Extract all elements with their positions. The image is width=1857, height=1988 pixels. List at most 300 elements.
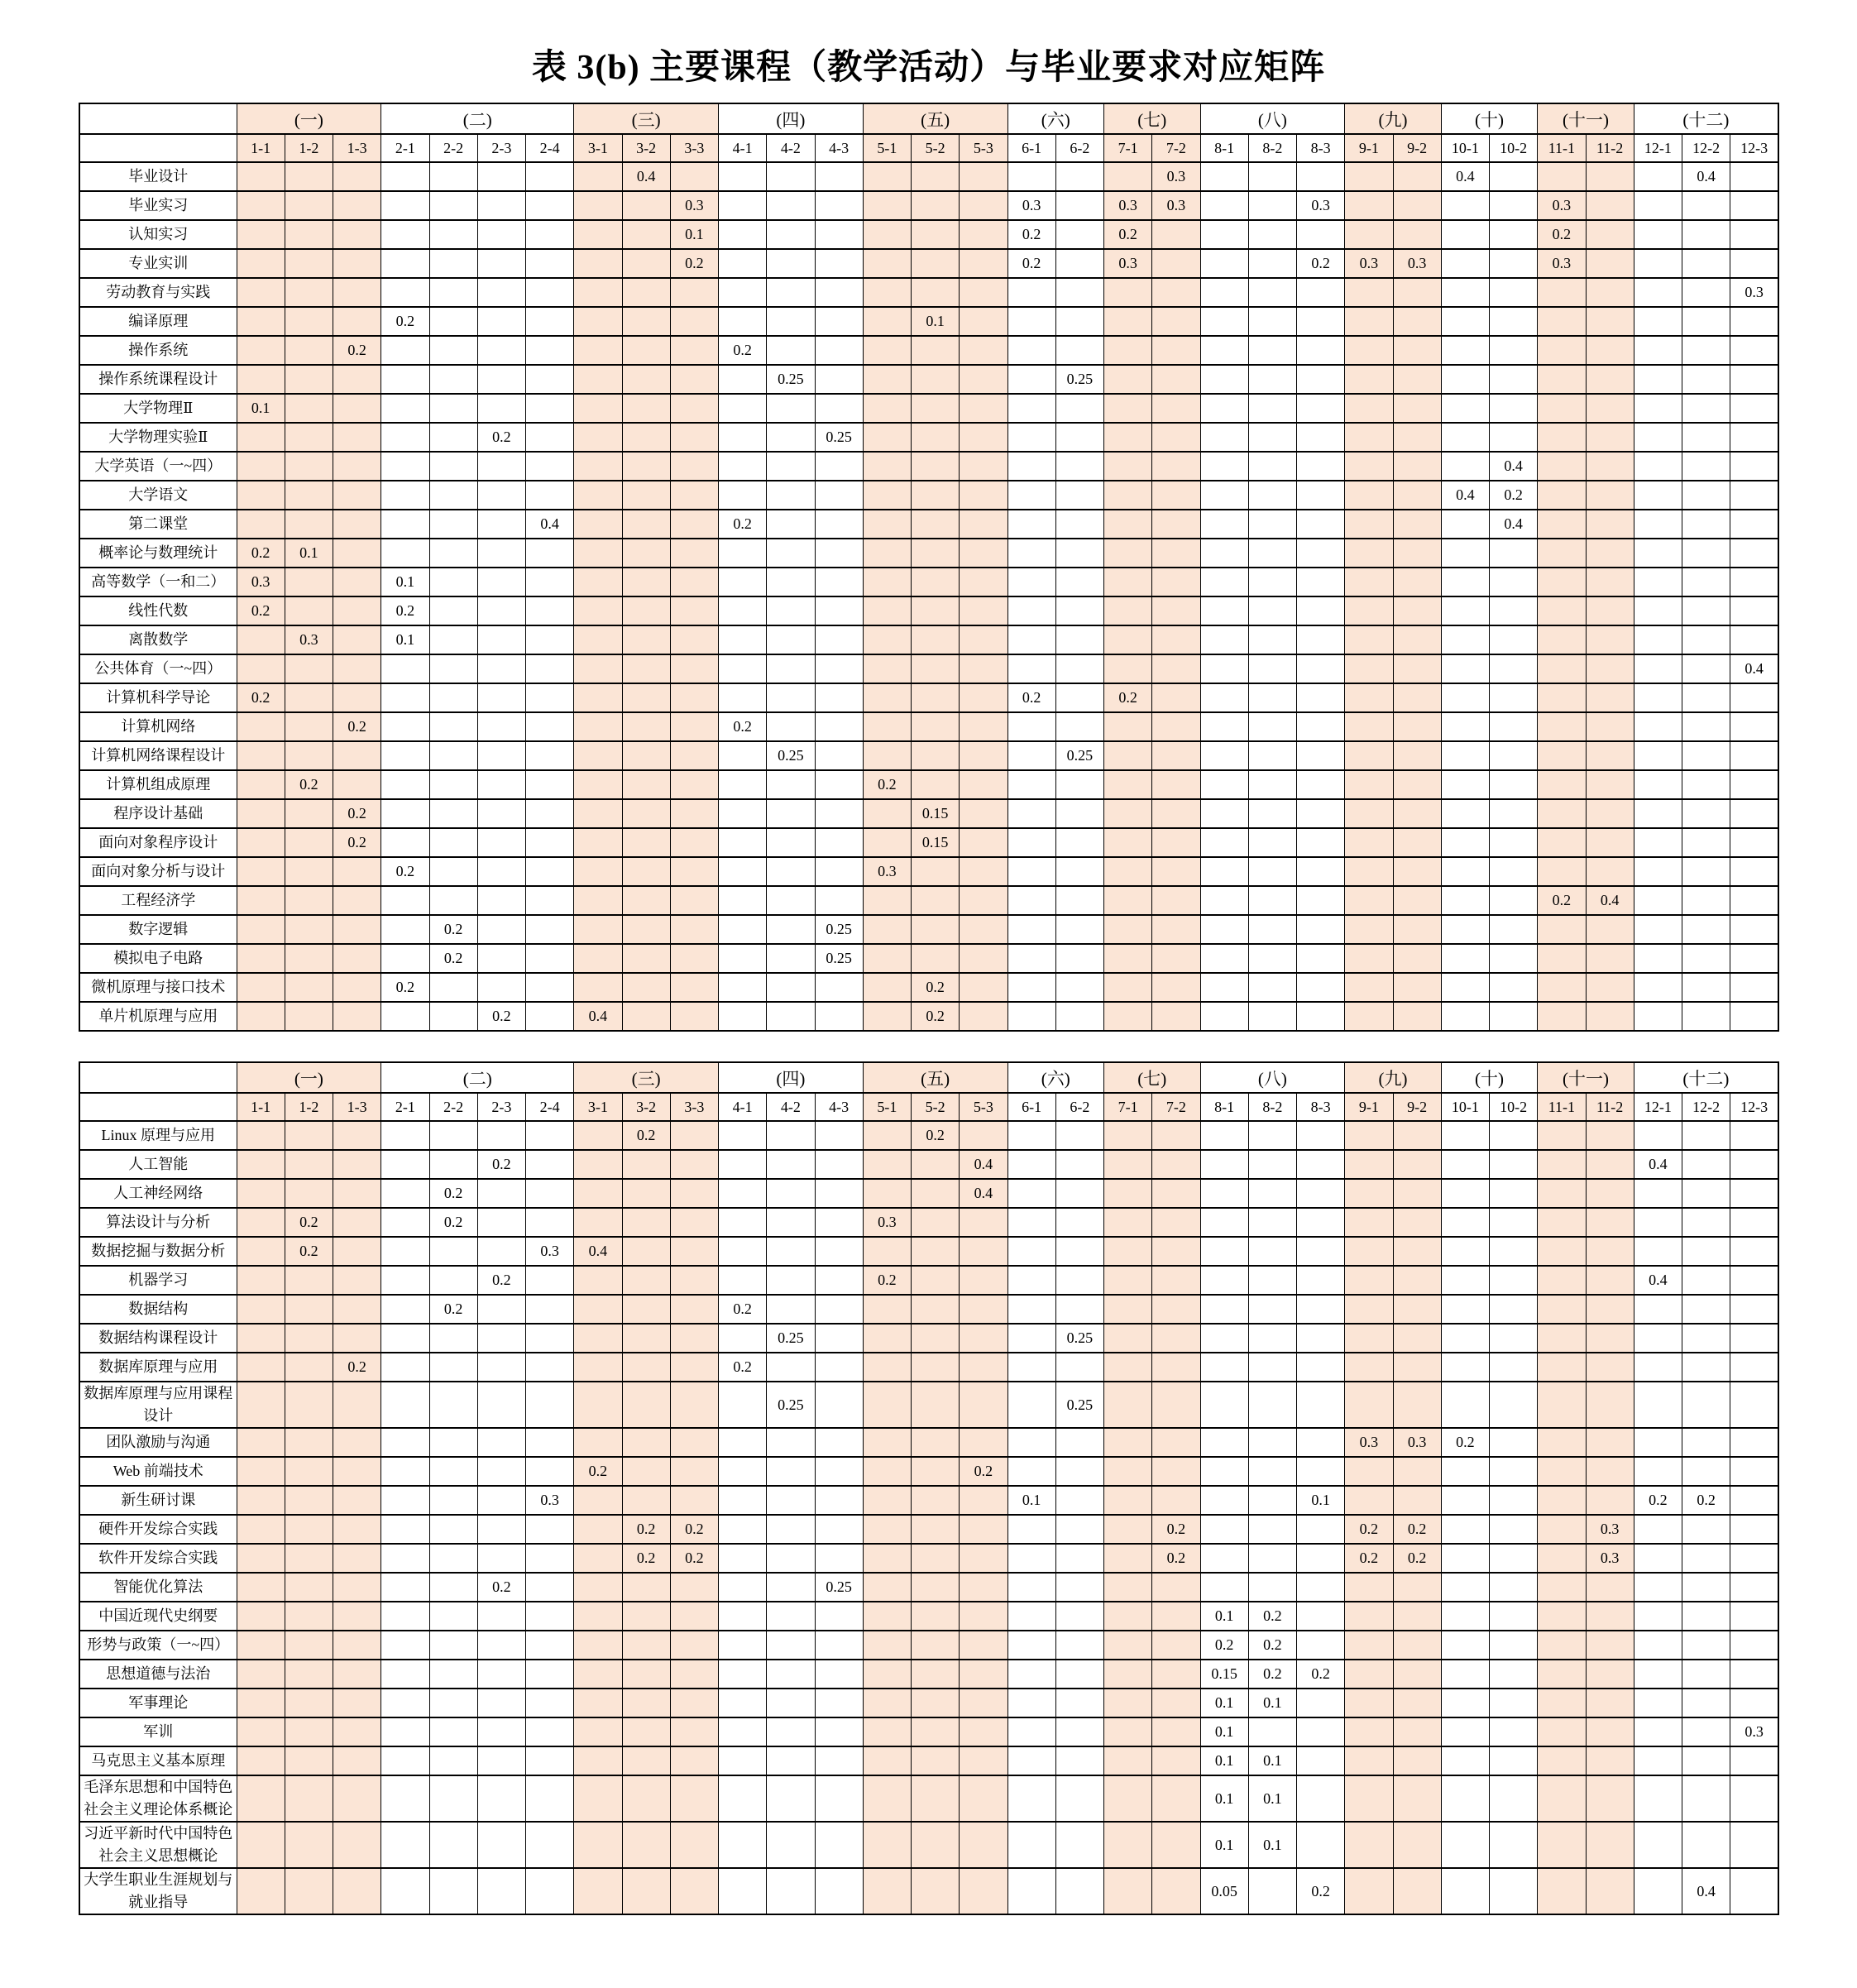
matrix-cell-2-2 bbox=[429, 1602, 477, 1631]
matrix-cell-12-3 bbox=[1730, 1002, 1778, 1031]
matrix-cell-6-2 bbox=[1055, 278, 1103, 307]
matrix-cell-4-2: 0.25 bbox=[767, 1324, 815, 1353]
matrix-cell-5-2 bbox=[912, 683, 960, 712]
matrix-cell-6-2 bbox=[1055, 191, 1103, 220]
matrix-cell-9-1 bbox=[1345, 1353, 1393, 1382]
matrix-cell-5-3 bbox=[960, 1382, 1007, 1428]
matrix-cell-8-2 bbox=[1248, 1544, 1296, 1573]
matrix-cell-2-4 bbox=[526, 307, 574, 336]
matrix-cell-11-2 bbox=[1586, 973, 1634, 1002]
matrix-cell-8-3 bbox=[1297, 770, 1345, 799]
matrix-cell-1-3 bbox=[333, 278, 381, 307]
matrix-cell-2-4 bbox=[526, 1382, 574, 1428]
matrix-cell-2-4 bbox=[526, 654, 574, 683]
matrix-cell-9-2 bbox=[1393, 1179, 1441, 1208]
matrix-cell-8-3 bbox=[1297, 799, 1345, 828]
matrix-cell-7-2 bbox=[1152, 336, 1200, 365]
course-label: 数据结构课程设计 bbox=[79, 1324, 237, 1353]
matrix-cell-1-3 bbox=[333, 1631, 381, 1660]
matrix-cell-10-1 bbox=[1441, 1660, 1489, 1689]
matrix-cell-2-2 bbox=[429, 394, 477, 423]
matrix-cell-8-1 bbox=[1200, 220, 1248, 249]
matrix-cell-12-1 bbox=[1634, 1457, 1682, 1486]
matrix-cell-1-1 bbox=[237, 1324, 285, 1353]
matrix-cell-5-1 bbox=[863, 1746, 911, 1775]
matrix-cell-12-2 bbox=[1682, 539, 1730, 568]
matrix-cell-2-3 bbox=[477, 1515, 525, 1544]
course-row bbox=[79, 1353, 1778, 1382]
matrix-cell-3-1 bbox=[574, 539, 622, 568]
matrix-cell-1-2: 0.2 bbox=[285, 1237, 333, 1266]
matrix-cell-12-1 bbox=[1634, 596, 1682, 625]
matrix-cell-1-1: 0.2 bbox=[237, 539, 285, 568]
matrix-cell-8-3 bbox=[1297, 539, 1345, 568]
matrix-cell-1-1 bbox=[237, 915, 285, 944]
matrix-cell-12-2 bbox=[1682, 1717, 1730, 1746]
matrix-cell-6-2 bbox=[1055, 220, 1103, 249]
matrix-cell-9-2 bbox=[1393, 654, 1441, 683]
matrix-cell-6-2 bbox=[1055, 857, 1103, 886]
matrix-cell-2-3: 0.2 bbox=[477, 1573, 525, 1602]
matrix-cell-11-1 bbox=[1538, 1266, 1586, 1295]
matrix-cell-11-2 bbox=[1586, 481, 1634, 510]
matrix-cell-9-1 bbox=[1345, 1457, 1393, 1486]
matrix-cell-8-3 bbox=[1297, 1382, 1345, 1428]
matrix-cell-4-2 bbox=[767, 481, 815, 510]
col-header-1-2: 1-2 bbox=[285, 1093, 333, 1121]
matrix-cell-4-3 bbox=[815, 365, 863, 394]
matrix-cell-12-1 bbox=[1634, 510, 1682, 539]
matrix-cell-1-2 bbox=[285, 1717, 333, 1746]
matrix-cell-7-1 bbox=[1104, 944, 1152, 973]
matrix-cell-3-1 bbox=[574, 857, 622, 886]
matrix-cell-8-3 bbox=[1297, 741, 1345, 770]
matrix-cell-6-1 bbox=[1007, 886, 1055, 915]
matrix-cell-12-3 bbox=[1730, 1868, 1778, 1914]
matrix-cell-5-2 bbox=[912, 191, 960, 220]
matrix-cell-7-1: 0.2 bbox=[1104, 683, 1152, 712]
matrix-cell-10-1 bbox=[1441, 1746, 1489, 1775]
matrix-cell-5-2 bbox=[912, 1179, 960, 1208]
course-row bbox=[79, 1822, 1778, 1868]
matrix-cell-12-1 bbox=[1634, 915, 1682, 944]
matrix-cell-5-1 bbox=[863, 1775, 911, 1822]
matrix-cell-1-2 bbox=[285, 423, 333, 452]
matrix-cell-8-1 bbox=[1200, 1150, 1248, 1179]
matrix-cell-5-1 bbox=[863, 336, 911, 365]
matrix-cell-3-1 bbox=[574, 1602, 622, 1631]
matrix-cell-6-2 bbox=[1055, 539, 1103, 568]
course-label: 中国近现代史纲要 bbox=[79, 1602, 237, 1631]
matrix-cell-7-2 bbox=[1152, 1868, 1200, 1914]
matrix-cell-5-2 bbox=[912, 1324, 960, 1353]
matrix-cell-12-2 bbox=[1682, 307, 1730, 336]
matrix-cell-8-1: 0.15 bbox=[1200, 1660, 1248, 1689]
matrix-cell-3-3 bbox=[670, 1121, 718, 1150]
matrix-cell-10-1 bbox=[1441, 683, 1489, 712]
matrix-cell-4-1 bbox=[719, 1631, 767, 1660]
matrix-cell-8-2 bbox=[1248, 625, 1296, 654]
matrix-cell-8-2 bbox=[1248, 1150, 1296, 1179]
matrix-cell-1-3 bbox=[333, 452, 381, 481]
matrix-cell-5-3 bbox=[960, 336, 1007, 365]
matrix-cell-10-2 bbox=[1490, 1002, 1538, 1031]
matrix-cell-8-3 bbox=[1297, 307, 1345, 336]
matrix-cell-1-2 bbox=[285, 568, 333, 596]
matrix-cell-3-3 bbox=[670, 1689, 718, 1717]
matrix-cell-4-3 bbox=[815, 799, 863, 828]
matrix-cell-6-2 bbox=[1055, 1179, 1103, 1208]
matrix-cell-2-3 bbox=[477, 1457, 525, 1486]
matrix-cell-8-2 bbox=[1248, 973, 1296, 1002]
matrix-cell-2-2 bbox=[429, 452, 477, 481]
matrix-cell-2-3 bbox=[477, 1428, 525, 1457]
matrix-cell-6-2: 0.25 bbox=[1055, 1324, 1103, 1353]
matrix-cell-7-2 bbox=[1152, 249, 1200, 278]
matrix-cell-4-3 bbox=[815, 886, 863, 915]
col-header-3-3: 3-3 bbox=[670, 134, 718, 162]
course-row bbox=[79, 1208, 1778, 1237]
matrix-cell-4-1 bbox=[719, 249, 767, 278]
matrix-cell-1-1 bbox=[237, 1486, 285, 1515]
course-row bbox=[79, 1544, 1778, 1573]
matrix-cell-8-1 bbox=[1200, 1428, 1248, 1457]
matrix-cell-2-3: 0.2 bbox=[477, 423, 525, 452]
matrix-cell-5-2 bbox=[912, 423, 960, 452]
course-row bbox=[79, 1150, 1778, 1179]
matrix-cell-1-1: 0.2 bbox=[237, 596, 285, 625]
matrix-cell-11-1: 0.2 bbox=[1538, 886, 1586, 915]
col-header-6-1: 6-1 bbox=[1007, 134, 1055, 162]
matrix-cell-9-1 bbox=[1345, 307, 1393, 336]
matrix-cell-5-3: 0.4 bbox=[960, 1179, 1007, 1208]
matrix-cell-12-2 bbox=[1682, 1457, 1730, 1486]
matrix-cell-5-2 bbox=[912, 481, 960, 510]
matrix-cell-10-1 bbox=[1441, 1002, 1489, 1031]
matrix-cell-5-1 bbox=[863, 278, 911, 307]
matrix-cell-12-1 bbox=[1634, 799, 1682, 828]
matrix-cell-2-3 bbox=[477, 1237, 525, 1266]
matrix-cell-3-3 bbox=[670, 510, 718, 539]
matrix-cell-5-2: 0.2 bbox=[912, 973, 960, 1002]
matrix-cell-3-1 bbox=[574, 1775, 622, 1822]
matrix-cell-9-1 bbox=[1345, 886, 1393, 915]
matrix-cell-12-2 bbox=[1682, 770, 1730, 799]
matrix-cell-2-2 bbox=[429, 423, 477, 452]
matrix-cell-2-1 bbox=[381, 249, 429, 278]
matrix-cell-8-3 bbox=[1297, 568, 1345, 596]
matrix-cell-8-1 bbox=[1200, 1179, 1248, 1208]
matrix-cell-3-2 bbox=[622, 1689, 670, 1717]
corner-blank-cell bbox=[79, 103, 237, 134]
matrix-cell-3-2 bbox=[622, 539, 670, 568]
matrix-cell-4-2 bbox=[767, 1121, 815, 1150]
matrix-cell-1-2 bbox=[285, 191, 333, 220]
matrix-cell-2-2 bbox=[429, 1746, 477, 1775]
col-header-6-2: 6-2 bbox=[1055, 1093, 1103, 1121]
matrix-cell-4-3 bbox=[815, 1002, 863, 1031]
matrix-cell-8-3 bbox=[1297, 423, 1345, 452]
matrix-cell-8-2: 0.2 bbox=[1248, 1602, 1296, 1631]
course-row bbox=[79, 191, 1778, 220]
matrix-cell-5-2 bbox=[912, 915, 960, 944]
matrix-cell-3-2 bbox=[622, 1382, 670, 1428]
matrix-cell-1-1 bbox=[237, 1208, 285, 1237]
matrix-cell-9-1 bbox=[1345, 799, 1393, 828]
matrix-cell-12-3 bbox=[1730, 1428, 1778, 1457]
matrix-cell-4-3: 0.25 bbox=[815, 1573, 863, 1602]
matrix-cell-8-1 bbox=[1200, 394, 1248, 423]
matrix-cell-8-3: 0.2 bbox=[1297, 1660, 1345, 1689]
col-header-10-1: 10-1 bbox=[1441, 1093, 1489, 1121]
matrix-cell-11-2 bbox=[1586, 1822, 1634, 1868]
matrix-cell-4-2 bbox=[767, 278, 815, 307]
matrix-cell-1-1 bbox=[237, 452, 285, 481]
matrix-cell-8-1 bbox=[1200, 596, 1248, 625]
matrix-cell-10-1 bbox=[1441, 654, 1489, 683]
matrix-cell-12-3 bbox=[1730, 1353, 1778, 1382]
matrix-cell-12-3 bbox=[1730, 1775, 1778, 1822]
course-row bbox=[79, 1002, 1778, 1031]
course-requirement-matrix-table-2 bbox=[79, 1061, 1779, 1915]
matrix-cell-9-1 bbox=[1345, 1002, 1393, 1031]
matrix-cell-9-1 bbox=[1345, 1717, 1393, 1746]
matrix-cell-7-2 bbox=[1152, 452, 1200, 481]
matrix-cell-5-2: 0.1 bbox=[912, 307, 960, 336]
matrix-cell-5-3 bbox=[960, 1573, 1007, 1602]
matrix-cell-1-3 bbox=[333, 394, 381, 423]
matrix-cell-8-1 bbox=[1200, 1544, 1248, 1573]
matrix-cell-2-1 bbox=[381, 1179, 429, 1208]
matrix-cell-7-2 bbox=[1152, 1717, 1200, 1746]
matrix-cell-3-2 bbox=[622, 1602, 670, 1631]
matrix-cell-4-1 bbox=[719, 1428, 767, 1457]
matrix-cell-1-2 bbox=[285, 596, 333, 625]
matrix-cell-12-2 bbox=[1682, 1121, 1730, 1150]
matrix-cell-2-4 bbox=[526, 1544, 574, 1573]
matrix-cell-1-3 bbox=[333, 423, 381, 452]
matrix-cell-6-1 bbox=[1007, 1544, 1055, 1573]
matrix-cell-9-1: 0.3 bbox=[1345, 249, 1393, 278]
matrix-cell-2-1 bbox=[381, 1353, 429, 1382]
matrix-cell-12-3: 0.3 bbox=[1730, 278, 1778, 307]
matrix-cell-2-3 bbox=[477, 568, 525, 596]
matrix-cell-8-1 bbox=[1200, 944, 1248, 973]
matrix-cell-4-3 bbox=[815, 510, 863, 539]
matrix-cell-6-2 bbox=[1055, 1150, 1103, 1179]
matrix-cell-7-2 bbox=[1152, 1150, 1200, 1179]
matrix-cell-5-2 bbox=[912, 1573, 960, 1602]
matrix-cell-11-2 bbox=[1586, 1295, 1634, 1324]
matrix-cell-6-1: 0.2 bbox=[1007, 683, 1055, 712]
matrix-cell-11-2 bbox=[1586, 452, 1634, 481]
matrix-cell-4-2 bbox=[767, 1660, 815, 1689]
matrix-cell-8-1 bbox=[1200, 452, 1248, 481]
col-header-9-1: 9-1 bbox=[1345, 1093, 1393, 1121]
matrix-cell-2-1 bbox=[381, 1717, 429, 1746]
matrix-cell-12-2 bbox=[1682, 1631, 1730, 1660]
matrix-cell-5-3 bbox=[960, 220, 1007, 249]
matrix-cell-8-2 bbox=[1248, 1208, 1296, 1237]
matrix-cell-2-3: 0.2 bbox=[477, 1150, 525, 1179]
matrix-cell-5-3 bbox=[960, 481, 1007, 510]
matrix-cell-6-1 bbox=[1007, 1150, 1055, 1179]
matrix-cell-10-2 bbox=[1490, 1353, 1538, 1382]
matrix-cell-8-2: 0.2 bbox=[1248, 1660, 1296, 1689]
matrix-cell-9-1 bbox=[1345, 770, 1393, 799]
matrix-cell-8-1 bbox=[1200, 1002, 1248, 1031]
matrix-cell-1-1 bbox=[237, 1382, 285, 1428]
course-label: 数字逻辑 bbox=[79, 915, 237, 944]
matrix-cell-3-3 bbox=[670, 944, 718, 973]
matrix-cell-4-2 bbox=[767, 1002, 815, 1031]
matrix-cell-10-2 bbox=[1490, 857, 1538, 886]
matrix-cell-2-1 bbox=[381, 220, 429, 249]
matrix-cell-8-1 bbox=[1200, 973, 1248, 1002]
matrix-cell-8-3 bbox=[1297, 1631, 1345, 1660]
matrix-cell-7-2 bbox=[1152, 683, 1200, 712]
col-header-9-1: 9-1 bbox=[1345, 134, 1393, 162]
matrix-cell-4-1 bbox=[719, 1602, 767, 1631]
matrix-cell-11-2 bbox=[1586, 1208, 1634, 1237]
matrix-cell-11-1 bbox=[1538, 510, 1586, 539]
matrix-cell-1-3 bbox=[333, 1544, 381, 1573]
matrix-cell-7-2 bbox=[1152, 1822, 1200, 1868]
matrix-cell-8-3 bbox=[1297, 1573, 1345, 1602]
matrix-cell-5-3 bbox=[960, 1746, 1007, 1775]
matrix-cell-2-4 bbox=[526, 1868, 574, 1914]
matrix-cell-3-3 bbox=[670, 741, 718, 770]
matrix-cell-4-2 bbox=[767, 683, 815, 712]
matrix-cell-1-1 bbox=[237, 1237, 285, 1266]
matrix-cell-2-3 bbox=[477, 799, 525, 828]
matrix-cell-1-1 bbox=[237, 1428, 285, 1457]
col-header-11-2: 11-2 bbox=[1586, 1093, 1634, 1121]
matrix-cell-4-2 bbox=[767, 510, 815, 539]
matrix-cell-6-1 bbox=[1007, 741, 1055, 770]
col-header-5-1: 5-1 bbox=[863, 134, 911, 162]
matrix-cell-7-2 bbox=[1152, 741, 1200, 770]
matrix-cell-10-2 bbox=[1490, 683, 1538, 712]
matrix-cell-12-2 bbox=[1682, 1150, 1730, 1179]
matrix-cell-8-3 bbox=[1297, 452, 1345, 481]
matrix-cell-2-1 bbox=[381, 394, 429, 423]
course-label: 马克思主义基本原理 bbox=[79, 1746, 237, 1775]
col-header-11-2: 11-2 bbox=[1586, 134, 1634, 162]
group-header: (四) bbox=[719, 1062, 864, 1093]
matrix-cell-3-3 bbox=[670, 394, 718, 423]
matrix-cell-2-1 bbox=[381, 1428, 429, 1457]
matrix-cell-3-1 bbox=[574, 1746, 622, 1775]
matrix-cell-2-1 bbox=[381, 654, 429, 683]
matrix-cell-3-1 bbox=[574, 1428, 622, 1457]
matrix-cell-10-1 bbox=[1441, 1717, 1489, 1746]
matrix-cell-4-3 bbox=[815, 1631, 863, 1660]
matrix-cell-2-1 bbox=[381, 1775, 429, 1822]
matrix-cell-10-2 bbox=[1490, 1822, 1538, 1868]
matrix-cell-4-2 bbox=[767, 452, 815, 481]
matrix-cell-5-1 bbox=[863, 1486, 911, 1515]
matrix-cell-7-1 bbox=[1104, 1002, 1152, 1031]
matrix-cell-3-3 bbox=[670, 770, 718, 799]
matrix-cell-11-1 bbox=[1538, 1573, 1586, 1602]
matrix-cell-11-1 bbox=[1538, 365, 1586, 394]
matrix-cell-2-2: 0.2 bbox=[429, 915, 477, 944]
matrix-cell-4-1 bbox=[719, 1717, 767, 1746]
matrix-cell-7-1 bbox=[1104, 1266, 1152, 1295]
matrix-cell-4-3 bbox=[815, 1457, 863, 1486]
matrix-cell-1-3 bbox=[333, 1295, 381, 1324]
matrix-cell-3-1 bbox=[574, 625, 622, 654]
matrix-cell-8-3 bbox=[1297, 712, 1345, 741]
matrix-cell-4-1 bbox=[719, 1660, 767, 1689]
matrix-cell-9-1 bbox=[1345, 596, 1393, 625]
matrix-cell-5-1 bbox=[863, 1324, 911, 1353]
matrix-cell-12-3 bbox=[1730, 1515, 1778, 1544]
matrix-cell-3-2 bbox=[622, 596, 670, 625]
matrix-cell-7-2 bbox=[1152, 1746, 1200, 1775]
col-header-8-1: 8-1 bbox=[1200, 134, 1248, 162]
matrix-cell-8-3 bbox=[1297, 596, 1345, 625]
course-label: 大学物理Ⅱ bbox=[79, 394, 237, 423]
course-label: 单片机原理与应用 bbox=[79, 1002, 237, 1031]
matrix-cell-1-1 bbox=[237, 712, 285, 741]
matrix-cell-10-2 bbox=[1490, 1324, 1538, 1353]
course-label: 数据挖掘与数据分析 bbox=[79, 1237, 237, 1266]
matrix-cell-6-1 bbox=[1007, 1295, 1055, 1324]
matrix-cell-1-1 bbox=[237, 1631, 285, 1660]
group-header: (九) bbox=[1345, 1062, 1442, 1093]
matrix-cell-10-2 bbox=[1490, 712, 1538, 741]
matrix-cell-4-2 bbox=[767, 1544, 815, 1573]
matrix-cell-2-3: 0.2 bbox=[477, 1266, 525, 1295]
course-label: 面向对象分析与设计 bbox=[79, 857, 237, 886]
matrix-cell-2-4 bbox=[526, 539, 574, 568]
matrix-cell-1-1 bbox=[237, 1002, 285, 1031]
matrix-cell-9-2 bbox=[1393, 1237, 1441, 1266]
matrix-cell-1-2 bbox=[285, 1660, 333, 1689]
matrix-cell-8-2 bbox=[1248, 654, 1296, 683]
matrix-cell-10-2 bbox=[1490, 770, 1538, 799]
matrix-cell-12-3 bbox=[1730, 423, 1778, 452]
matrix-cell-11-1 bbox=[1538, 481, 1586, 510]
matrix-cell-2-3 bbox=[477, 1121, 525, 1150]
matrix-cell-3-2 bbox=[622, 1324, 670, 1353]
matrix-cell-1-3 bbox=[333, 539, 381, 568]
matrix-cell-10-1 bbox=[1441, 1775, 1489, 1822]
matrix-cell-2-1 bbox=[381, 1631, 429, 1660]
matrix-cell-1-2 bbox=[285, 857, 333, 886]
group-header: (十) bbox=[1441, 1062, 1538, 1093]
course-row bbox=[79, 1515, 1778, 1544]
matrix-cell-2-4 bbox=[526, 1660, 574, 1689]
matrix-cell-2-1 bbox=[381, 915, 429, 944]
matrix-cell-4-3: 0.25 bbox=[815, 915, 863, 944]
matrix-cell-10-1 bbox=[1441, 625, 1489, 654]
matrix-cell-5-3 bbox=[960, 1602, 1007, 1631]
course-label: Web 前端技术 bbox=[79, 1457, 237, 1486]
matrix-cell-8-1: 0.1 bbox=[1200, 1602, 1248, 1631]
matrix-cell-1-1 bbox=[237, 191, 285, 220]
matrix-cell-12-2 bbox=[1682, 278, 1730, 307]
course-label: 程序设计基础 bbox=[79, 799, 237, 828]
corner-blank-cell bbox=[79, 1093, 237, 1121]
matrix-cell-12-3 bbox=[1730, 510, 1778, 539]
matrix-cell-1-2: 0.2 bbox=[285, 1208, 333, 1237]
matrix-cell-6-2 bbox=[1055, 1660, 1103, 1689]
matrix-cell-5-2 bbox=[912, 1775, 960, 1822]
matrix-cell-5-2 bbox=[912, 1602, 960, 1631]
